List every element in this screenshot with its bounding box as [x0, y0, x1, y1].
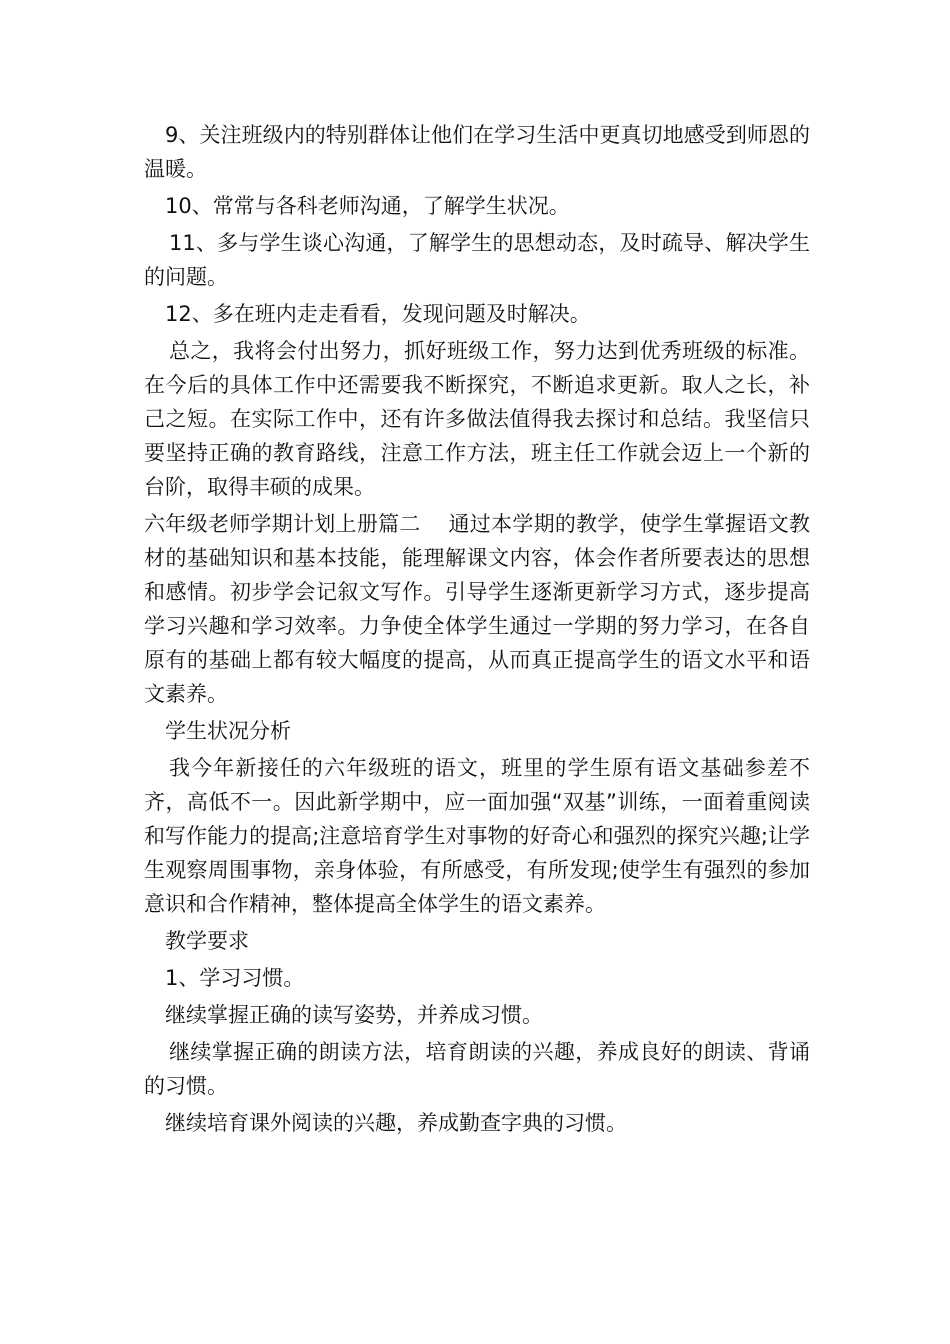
requirement-study-habits: 1、学习习惯。	[165, 966, 305, 990]
requirement-reading-aloud: 继续掌握正确的朗读方法，培育朗读的兴趣，养成良好的朗读、背诵的习惯。	[144, 1040, 810, 1098]
requirement-extracurricular-reading: 继续培育课外阅读的兴趣，养成勤查字典的习惯。	[165, 1111, 627, 1135]
student-analysis-paragraph: 我今年新接任的六年级班的语文，班里的学生原有语文基础参差不齐，高低不一。因此新学期中，应一面加强“双基”训练，一面着重阅读和写作能力的提高;注意培育学生对事物的好奇心和强烈的探究兴趣;让学生观察周围事物，亲身体验，有所感受，有所发现;使学生有强烈的参加意识和合作精神，整体提高全体学生的语文素养。	[144, 756, 810, 916]
paragraph-item-12: 12、多在班内走走看看，发现问题及时解决。	[165, 302, 591, 326]
section-two-paragraph: 六年级老师学期计划上册篇二 通过本学期的教学，使学生掌握语文教材的基础知识和基本技能，能理解课文内容，体会作者所要表达的思想和感情。初步学会记叙文写作。引导学生逐渐更新学习方式，逐步提高学习兴趣和学习效率。力争使全体学生通过一学期的努力学习，在各自原有的基础上都有较大幅度的提高，从而真正提高学生的语文水平和语文素养。	[144, 512, 810, 706]
teaching-requirements-heading: 教学要求	[165, 929, 249, 953]
paragraph-item-9: 9、关注班级内的特别群体让他们在学习生活中更真切地感受到师恩的温暖。	[144, 123, 810, 181]
requirement-posture: 继续掌握正确的读写姿势，并养成习惯。	[165, 1003, 543, 1027]
student-analysis-heading: 学生状况分析	[165, 719, 291, 743]
paragraph-item-10: 10、常常与各科老师沟通，了解学生状况。	[165, 194, 570, 218]
summary-paragraph: 总之，我将会付出努力，抓好班级工作，努力达到优秀班级的标准。在今后的具体工作中还需要我不断探究，不断追求更新。取人之长，补己之短。在实际工作中，还有许多做法值得我去探讨和总结。我坚信只要坚持正确的教育路线，注意工作方法，班主任工作就会迈上一个新的台阶，取得丰硕的成果。	[144, 339, 810, 499]
paragraph-item-11: 11、多与学生谈心沟通，了解学生的思想动态，及时疏导、解决学生的问题。	[144, 231, 810, 289]
document-body	[144, 118, 810, 1143]
